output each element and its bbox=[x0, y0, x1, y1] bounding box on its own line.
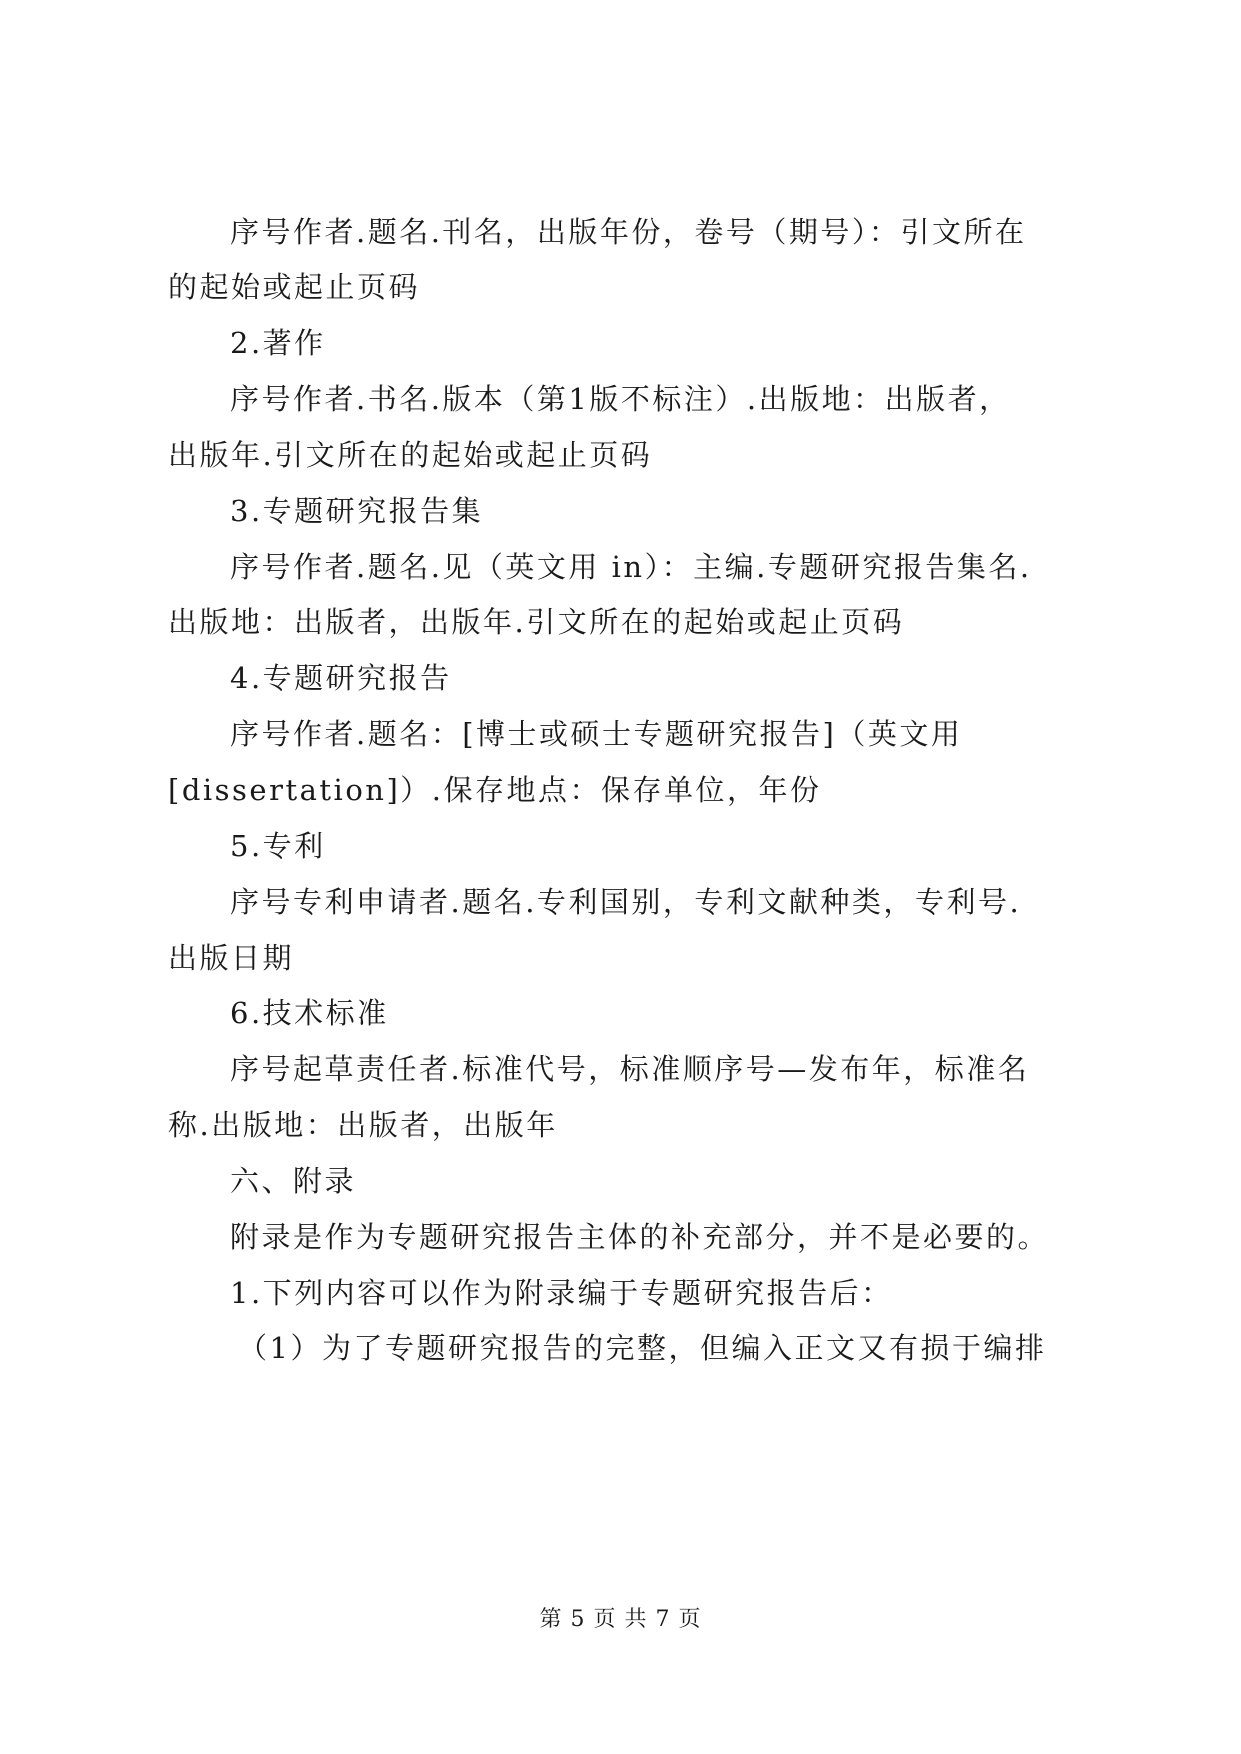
text-line: [dissertation]）.保存地点：保存单位，年份 bbox=[168, 773, 822, 807]
text-line: 序号起草责任者.标准代号，标准顺序号—发布年，标准名 bbox=[230, 1052, 1030, 1086]
section-heading: 5.专利 bbox=[230, 829, 326, 863]
text-line: 1.下列内容可以作为附录编于专题研究报告后： bbox=[230, 1276, 893, 1310]
text-line: 附录是作为专题研究报告主体的补充部分，并不是必要的。 bbox=[230, 1220, 1050, 1254]
text-line: 序号专利申请者.题名.专利国别，专利文献种类，专利号. bbox=[230, 885, 1022, 919]
section-heading: 6.技术标准 bbox=[230, 996, 389, 1030]
section-heading: 3.专题研究报告集 bbox=[230, 494, 484, 528]
text-line: 的起始或起止页码 bbox=[168, 270, 421, 304]
text-line: 称.出版地：出版者，出版年 bbox=[168, 1108, 558, 1142]
text-line: 序号作者.题名.刊名，出版年份，卷号（期号）：引文所在 bbox=[230, 215, 1027, 249]
text-line: 序号作者.书名.版本（第1版不标注）.出版地：出版者， bbox=[230, 382, 1011, 416]
text-line: 出版年.引文所在的起始或起止页码 bbox=[168, 438, 653, 472]
section-heading: 4.专题研究报告 bbox=[230, 661, 452, 695]
text-line: 序号作者.题名.见（英文用 in）：主编.专题研究报告集名. bbox=[230, 550, 1032, 584]
text-line: （1）为了专题研究报告的完整，但编入正文又有损于编排 bbox=[238, 1331, 1047, 1365]
text-line: 出版日期 bbox=[168, 941, 295, 975]
text-line: 序号作者.题名：[博士或硕士专题研究报告]（英文用 bbox=[230, 717, 963, 751]
text-line: 出版地：出版者，出版年.引文所在的起始或起止页码 bbox=[168, 605, 905, 639]
section-heading: 2.著作 bbox=[230, 326, 326, 360]
section-heading: 六、附录 bbox=[230, 1164, 357, 1198]
page-number-footer: 第 5 页 共 7 页 bbox=[539, 1607, 702, 1632]
